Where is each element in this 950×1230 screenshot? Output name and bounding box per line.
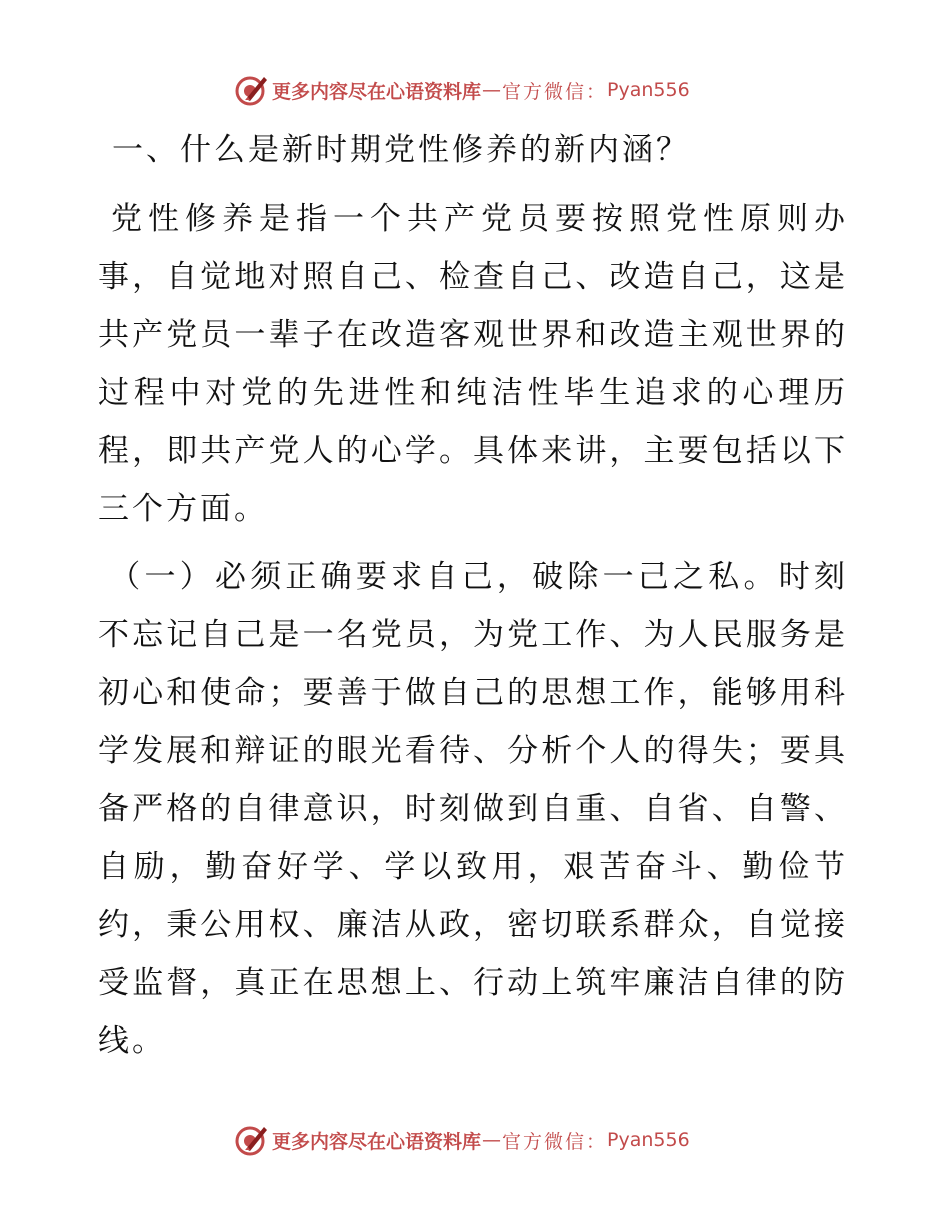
paragraph-point-one (98, 548, 848, 1070)
paragraph-intro (98, 190, 848, 538)
paragraph-point-one-text: （一）必须正确要求自己，破除一己之私。时刻不忘记自己是一名党员，为党工作、为人民服务是初心和使命；要善于做自己的思想工作，能够用科学发展和辩证的眼光看待、分析个人的得失；要具备严格的自律意识，时刻做到自重、自省、自警、自励，勤奋好学、学以致用，艰苦奋斗、勤俭节约，秉公用权、廉洁从政，密切联系群众，自觉接受监督，真正在思想上、行动上筑牢廉洁自律的防线。 (98, 559, 848, 1059)
banner-wechat-id: Pyan556 (607, 1129, 690, 1151)
banner-separator: — (482, 79, 502, 101)
banner-site-name: 更多内容尽在心语资料库 (272, 80, 482, 103)
header-banner (234, 73, 690, 107)
banner-separator: — (482, 1129, 502, 1151)
paragraph-intro-text: 党性修养是指一个共产党员要按照党性原则办事，自觉地对照自己、检查自己、改造自己，这是共产党员一辈子在改造客观世界和改造主观世界的过程中对党的先进性和纯洁性毕生追求的心理历程，即共产党人的心学。具体来讲，主要包括以下三个方面。 (98, 201, 848, 527)
pen-logo-icon (234, 1123, 268, 1157)
banner-wechat-id: Pyan556 (607, 79, 690, 101)
banner-site-name: 更多内容尽在心语资料库 (272, 1130, 482, 1153)
pen-logo-icon (234, 73, 268, 107)
banner-wechat-label: 官方微信： (502, 80, 608, 103)
footer-banner (234, 1123, 690, 1157)
document-body (98, 122, 848, 1080)
section-heading: 一、什么是新时期党性修养的新内涵？ (112, 132, 690, 168)
banner-wechat-label: 官方微信： (502, 1130, 608, 1153)
